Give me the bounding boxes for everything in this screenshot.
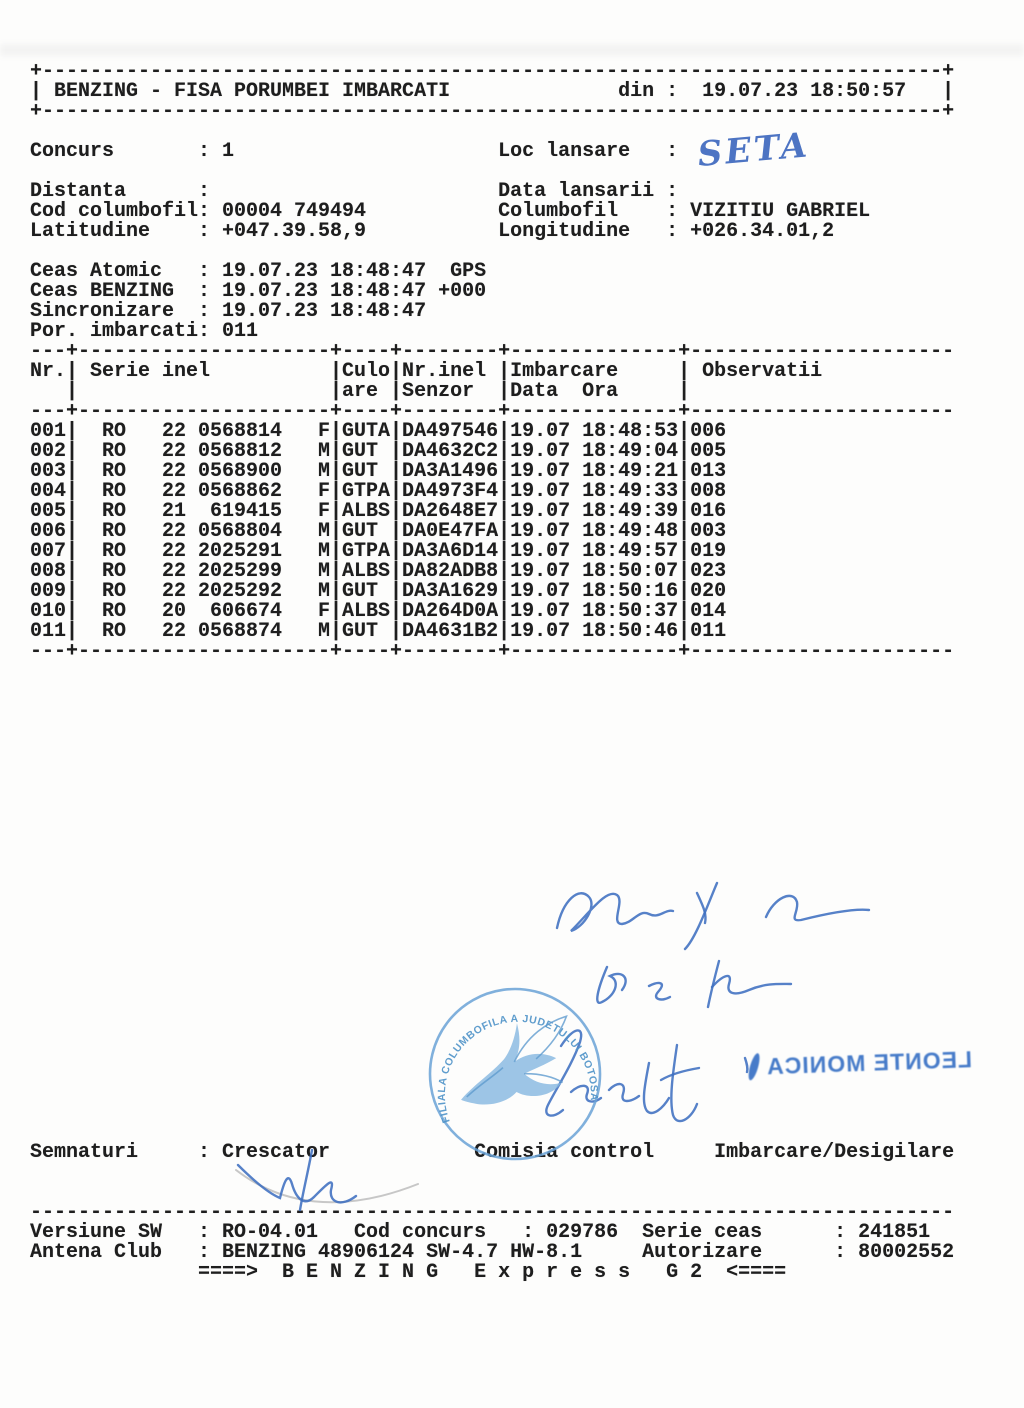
crescator-signature [195,1140,445,1235]
doc-line: ---+---------------------+----+--------+--------------+---------------------- [30,640,955,663]
doc-line: 004| RO 22 0568862 F|GTPA|DA4973F4|19.07 18:49:33|008 [30,480,727,503]
doc-line: Versiune SW : RO-04.01 Cod concurs : 029786 Serie ceas : 241851 [30,1221,931,1244]
printed-footer-block [30,1203,954,1283]
doc-line: 002| RO 22 0568812 M|GUT |DA4632C2|19.07 18:49:04|005 [30,440,727,463]
stamp-ring-text: FILIALA COLUMBOFILA A JUDETULUI BOTOSANI ▴ U.F.C.R CIF 47102082 [401,978,601,1125]
doc-line: Nr.| Serie inel |Culo|Nr.inel |Imbarcare | Observatii [30,360,955,383]
doc-line [30,242,954,262]
doc-line: +---------------------------------------------------------------------------+ [30,60,955,83]
doc-line: ---+---------------------+----+--------+--------------+---------------------- [30,340,955,363]
handwritten-loc-lansare: SETA [696,125,812,175]
doc-line: 001| RO 22 0568814 F|GUTA|DA497546|19.07 18:48:53|006 [30,420,727,443]
scan-artifact-band [0,44,1024,56]
signature-scribble-1 [557,883,869,949]
doc-line: 003| RO 22 0568900 M|GUT |DA3A1496|19.07 18:49:21|013 [30,460,727,483]
doc-line: 008| RO 22 2025299 M|ALBS|DA82ADB8|19.07 18:50:07|023 [30,560,727,583]
doc-line: 007| RO 22 2025291 M|GTPA|DA3A6D14|19.07 18:49:57|019 [30,540,727,563]
doc-line: 010| RO 20 606674 F|ALBS|DA264D0A|19.07 18:50:37|014 [30,600,727,623]
name-stamp-text: LEONTE MONICA [765,1045,973,1079]
doc-line: ====> B E N Z I N G E x p r e s s G 2 <==== [30,1261,787,1284]
doc-line: Semnaturi : Crescator Comisia control Imbarcare/Desigilare [30,1141,955,1164]
doc-line: Ceas BENZING : 19.07.23 18:48:47 +000 [30,280,487,303]
doc-line: 009| RO 22 2025292 M|GUT |DA3A1629|19.07 18:50:16|020 [30,580,727,603]
doc-line: Sincronizare : 19.07.23 18:48:47 [30,300,427,323]
club-round-stamp [401,974,610,1174]
doc-line: Ceas Atomic : 19.07.23 18:48:47 GPS [30,260,487,283]
doc-line: Por. imbarcati: 011 [30,320,259,343]
doc-line: Latitudine : +047.39.58,9 Longitudine : +026.34.01,2 [30,220,835,243]
doc-line: | |are |Senzor |Data Ora | [30,380,955,403]
doc-line: 011| RO 22 0568874 M|GUT |DA4631B2|19.07 18:50:46|011 [30,620,727,643]
doc-line: ---+---------------------+----+--------+--------------+---------------------- [30,400,955,423]
doc-line: | BENZING - FISA PORUMBEI IMBARCATI din : 19.07.23 18:50:57 | [30,80,955,103]
signature-scribble-2 [597,961,791,1007]
doc-line: ----------------------------------------------------------------------------- [30,1201,955,1224]
doc-line: Antena Club : BENZING 48906124 SW-4.7 HW-8.1 Autorizare : 80002552 [30,1241,955,1264]
doc-line: Concurs : 1 Loc lansare : [30,140,679,163]
name-stamp-mirrored [751,1036,972,1090]
doc-line: Cod columbofil: 00004 749494 Columbofil : VIZITIU GABRIEL [30,200,871,223]
doc-line: 006| RO 22 0568804 M|GUT |DA0E47FA|19.07 18:49:48|003 [30,520,727,543]
doc-line: Distanta : Data lansarii : [30,180,679,203]
doc-line: +---------------------------------------------------------------------------+ [30,100,955,123]
doc-line: 005| RO 21 619415 F|ALBS|DA2648E7|19.07 18:49:39|016 [30,500,727,523]
